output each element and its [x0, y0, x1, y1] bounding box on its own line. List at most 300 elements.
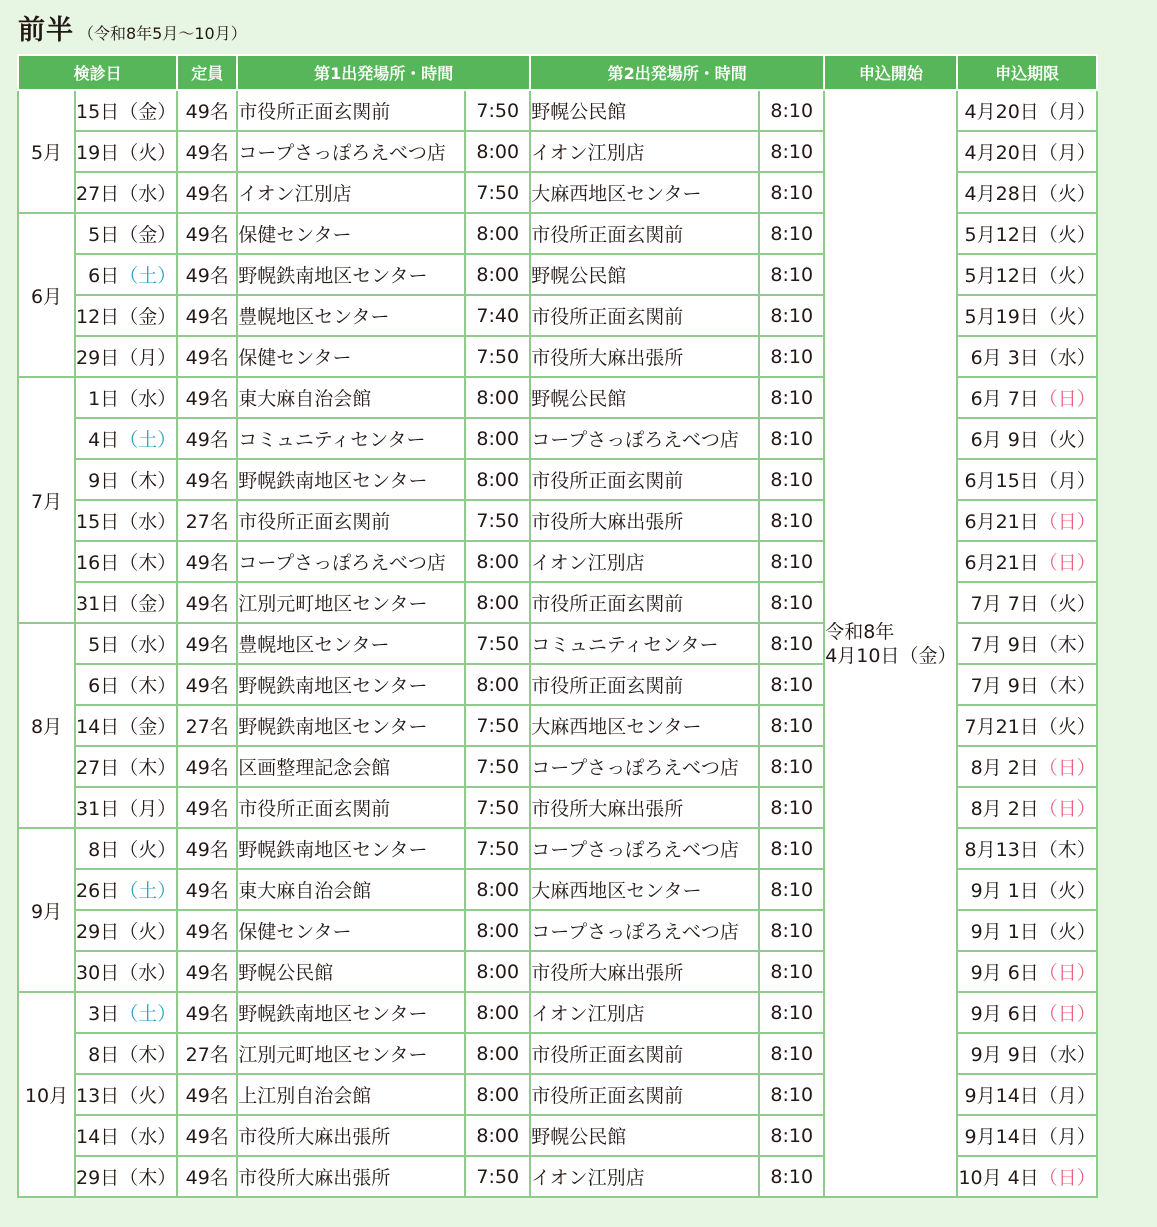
- second-departure-time: 8:10: [759, 418, 824, 459]
- first-departure-time: 8:00: [465, 951, 530, 992]
- second-departure-place: 市役所正面玄関前: [530, 213, 759, 254]
- second-departure-place: イオン江別店: [530, 992, 759, 1033]
- header-row: [18, 55, 1097, 90]
- deadline-cell: [957, 951, 1096, 992]
- exam-date-cell: [75, 172, 177, 213]
- deadline-date: 9月 9日: [970, 1044, 1039, 1066]
- deadline-weekday: （火）: [1038, 265, 1096, 287]
- first-departure-time: 8:00: [465, 541, 530, 582]
- first-departure-place: コープさっぽろえべつ店: [237, 541, 465, 582]
- second-departure-time: 8:10: [759, 787, 824, 828]
- exam-day: 15日: [76, 101, 120, 123]
- exam-weekday: （月）: [119, 347, 177, 369]
- deadline-date: 9月14日: [964, 1085, 1039, 1107]
- exam-date-cell: [75, 500, 177, 541]
- second-departure-time: 8:10: [759, 951, 824, 992]
- deadline-weekday: （日）: [1038, 388, 1096, 410]
- capacity-cell: 49名: [177, 1115, 237, 1156]
- capacity-cell: 49名: [177, 541, 237, 582]
- deadline-cell: [957, 869, 1096, 910]
- exam-weekday: （木）: [119, 552, 177, 574]
- exam-day: 30日: [76, 962, 120, 984]
- second-departure-time: 8:10: [759, 1115, 824, 1156]
- first-departure-place: 東大麻自治会館: [237, 377, 465, 418]
- exam-day: 29日: [76, 921, 120, 943]
- deadline-date: 6月21日: [964, 511, 1039, 533]
- first-departure-time: 7:50: [465, 623, 530, 664]
- header-second-departure: 第2出発場所・時間: [530, 55, 824, 90]
- second-departure-place: コミュニティセンター: [530, 623, 759, 664]
- deadline-weekday: （木）: [1038, 839, 1096, 861]
- deadline-cell: [957, 500, 1096, 541]
- deadline-cell: [957, 131, 1096, 172]
- exam-date-cell: [75, 213, 177, 254]
- first-departure-time: 8:00: [465, 869, 530, 910]
- capacity-cell: 49名: [177, 131, 237, 172]
- first-departure-time: 8:00: [465, 459, 530, 500]
- deadline-date: 4月28日: [964, 183, 1039, 205]
- first-departure-place: 上江別自治会館: [237, 1074, 465, 1115]
- first-departure-place: 野幌公民館: [237, 951, 465, 992]
- exam-day: 6日: [88, 265, 120, 287]
- second-departure-place: 大麻西地区センター: [530, 705, 759, 746]
- deadline-date: 4月20日: [964, 101, 1039, 123]
- first-departure-place: コープさっぽろえべつ店: [237, 131, 465, 172]
- exam-day: 15日: [76, 511, 120, 533]
- exam-date-cell: [75, 1033, 177, 1074]
- second-departure-place: 野幌公民館: [530, 377, 759, 418]
- second-departure-time: 8:10: [759, 172, 824, 213]
- first-departure-place: 野幌鉄南地区センター: [237, 992, 465, 1033]
- exam-weekday: （月）: [119, 798, 177, 820]
- deadline-cell: [957, 582, 1096, 623]
- exam-date-cell: [75, 1074, 177, 1115]
- capacity-cell: 49名: [177, 910, 237, 951]
- second-departure-time: 8:10: [759, 336, 824, 377]
- exam-day: 5日: [88, 634, 120, 656]
- first-departure-place: コミュニティセンター: [237, 418, 465, 459]
- deadline-date: 9月 6日: [970, 962, 1039, 984]
- second-departure-time: 8:10: [759, 746, 824, 787]
- exam-weekday: （木）: [119, 1044, 177, 1066]
- exam-day: 26日: [76, 880, 120, 902]
- first-departure-time: 7:50: [465, 828, 530, 869]
- first-departure-time: 8:00: [465, 418, 530, 459]
- deadline-date: 5月12日: [964, 265, 1039, 287]
- first-departure-time: 8:00: [465, 910, 530, 951]
- month-cell: 9月: [18, 828, 75, 992]
- second-departure-place: コープさっぽろえべつ店: [530, 418, 759, 459]
- month-cell: 6月: [18, 213, 75, 377]
- deadline-date: 10月 4日: [958, 1167, 1039, 1189]
- deadline-date: 6月 9日: [970, 429, 1039, 451]
- application-start-cell: [824, 90, 957, 1197]
- second-departure-place: 市役所正面玄関前: [530, 582, 759, 623]
- deadline-date: 7月 9日: [970, 675, 1039, 697]
- deadline-weekday: （月）: [1038, 470, 1096, 492]
- capacity-cell: 27名: [177, 1033, 237, 1074]
- header-application-start: 申込開始: [824, 55, 957, 90]
- second-departure-time: 8:10: [759, 295, 824, 336]
- exam-weekday: （土）: [119, 265, 177, 287]
- deadline-date: 6月 7日: [970, 388, 1039, 410]
- second-departure-place: 市役所正面玄関前: [530, 664, 759, 705]
- exam-date-cell: [75, 910, 177, 951]
- deadline-weekday: （日）: [1038, 962, 1096, 984]
- exam-date-cell: [75, 951, 177, 992]
- exam-weekday: （火）: [119, 1085, 177, 1107]
- month-cell: 5月: [18, 90, 75, 213]
- deadline-weekday: （火）: [1038, 183, 1096, 205]
- exam-date-cell: [75, 992, 177, 1033]
- second-departure-time: 8:10: [759, 254, 824, 295]
- capacity-cell: 49名: [177, 254, 237, 295]
- first-departure-time: 8:00: [465, 664, 530, 705]
- capacity-cell: 49名: [177, 377, 237, 418]
- first-departure-time: 8:00: [465, 992, 530, 1033]
- exam-day: 14日: [76, 716, 120, 738]
- deadline-weekday: （月）: [1038, 142, 1096, 164]
- exam-day: 31日: [76, 593, 120, 615]
- deadline-weekday: （日）: [1038, 1003, 1096, 1025]
- deadline-cell: [957, 295, 1096, 336]
- first-departure-place: 市役所大麻出張所: [237, 1115, 465, 1156]
- deadline-date: 6月21日: [964, 552, 1039, 574]
- capacity-cell: 49名: [177, 90, 237, 131]
- header-capacity: 定員: [177, 55, 237, 90]
- second-departure-place: イオン江別店: [530, 131, 759, 172]
- capacity-cell: 49名: [177, 418, 237, 459]
- exam-weekday: （水）: [119, 1126, 177, 1148]
- exam-date-cell: [75, 1115, 177, 1156]
- first-departure-time: 8:00: [465, 254, 530, 295]
- first-departure-time: 7:40: [465, 295, 530, 336]
- exam-day: 16日: [76, 552, 120, 574]
- first-departure-time: 8:00: [465, 131, 530, 172]
- deadline-date: 6月15日: [964, 470, 1039, 492]
- first-departure-time: 8:00: [465, 377, 530, 418]
- second-departure-time: 8:10: [759, 1156, 824, 1197]
- exam-weekday: （水）: [119, 962, 177, 984]
- deadline-weekday: （水）: [1038, 1044, 1096, 1066]
- exam-date-cell: [75, 664, 177, 705]
- first-departure-time: 7:50: [465, 500, 530, 541]
- deadline-weekday: （火）: [1038, 593, 1096, 615]
- second-departure-time: 8:10: [759, 623, 824, 664]
- first-departure-time: 7:50: [465, 336, 530, 377]
- deadline-date: 9月 1日: [970, 921, 1039, 943]
- exam-day: 5日: [88, 224, 120, 246]
- exam-day: 31日: [76, 798, 120, 820]
- deadline-weekday: （火）: [1038, 306, 1096, 328]
- second-departure-place: コープさっぽろえべつ店: [530, 828, 759, 869]
- exam-date-cell: [75, 336, 177, 377]
- first-departure-time: 8:00: [465, 1115, 530, 1156]
- first-departure-place: 保健センター: [237, 336, 465, 377]
- exam-weekday: （金）: [119, 224, 177, 246]
- deadline-cell: [957, 1074, 1096, 1115]
- first-departure-place: 野幌鉄南地区センター: [237, 705, 465, 746]
- exam-day: 6日: [88, 675, 120, 697]
- application-start-date: 4月10日（金）: [825, 644, 957, 667]
- deadline-date: 7月21日: [964, 716, 1039, 738]
- first-departure-time: 8:00: [465, 582, 530, 623]
- deadline-weekday: （火）: [1038, 921, 1096, 943]
- exam-weekday: （金）: [119, 306, 177, 328]
- first-departure-place: 市役所正面玄関前: [237, 500, 465, 541]
- deadline-cell: [957, 664, 1096, 705]
- first-departure-time: 7:50: [465, 1156, 530, 1197]
- first-departure-place: 区画整理記念会館: [237, 746, 465, 787]
- second-departure-place: コープさっぽろえべつ店: [530, 910, 759, 951]
- capacity-cell: 49名: [177, 172, 237, 213]
- deadline-weekday: （火）: [1038, 716, 1096, 738]
- first-departure-place: 野幌鉄南地区センター: [237, 664, 465, 705]
- exam-weekday: （火）: [119, 142, 177, 164]
- second-departure-time: 8:10: [759, 992, 824, 1033]
- deadline-cell: [957, 336, 1096, 377]
- first-departure-place: 保健センター: [237, 213, 465, 254]
- deadline-date: 8月 2日: [970, 757, 1039, 779]
- first-departure-time: 7:50: [465, 746, 530, 787]
- exam-date-cell: [75, 582, 177, 623]
- first-departure-place: 市役所大麻出張所: [237, 1156, 465, 1197]
- first-departure-time: 7:50: [465, 90, 530, 131]
- first-departure-place: 市役所正面玄関前: [237, 90, 465, 131]
- capacity-cell: 27名: [177, 705, 237, 746]
- exam-weekday: （火）: [119, 839, 177, 861]
- exam-weekday: （水）: [119, 388, 177, 410]
- second-departure-place: 市役所正面玄関前: [530, 1074, 759, 1115]
- deadline-cell: [957, 787, 1096, 828]
- exam-date-cell: [75, 295, 177, 336]
- second-departure-time: 8:10: [759, 90, 824, 131]
- deadline-cell: [957, 254, 1096, 295]
- exam-date-cell: [75, 869, 177, 910]
- second-departure-time: 8:10: [759, 828, 824, 869]
- deadline-weekday: （月）: [1038, 1126, 1096, 1148]
- second-departure-time: 8:10: [759, 869, 824, 910]
- second-departure-time: 8:10: [759, 705, 824, 746]
- deadline-cell: [957, 418, 1096, 459]
- capacity-cell: 49名: [177, 787, 237, 828]
- deadline-weekday: （火）: [1038, 429, 1096, 451]
- schedule-table: [17, 54, 1098, 1198]
- application-start-year: 令和8年: [825, 620, 895, 643]
- first-departure-place: 豊幌地区センター: [237, 295, 465, 336]
- deadline-cell: [957, 705, 1096, 746]
- second-departure-time: 8:10: [759, 664, 824, 705]
- second-departure-place: イオン江別店: [530, 1156, 759, 1197]
- capacity-cell: 49名: [177, 992, 237, 1033]
- first-departure-place: 豊幌地区センター: [237, 623, 465, 664]
- exam-day: 13日: [76, 1085, 120, 1107]
- deadline-date: 7月 9日: [970, 634, 1039, 656]
- deadline-weekday: （日）: [1038, 757, 1096, 779]
- first-departure-time: 7:50: [465, 705, 530, 746]
- deadline-weekday: （月）: [1038, 101, 1096, 123]
- second-departure-time: 8:10: [759, 1033, 824, 1074]
- first-departure-time: 8:00: [465, 213, 530, 254]
- first-departure-time: 8:00: [465, 1033, 530, 1074]
- capacity-cell: 49名: [177, 746, 237, 787]
- deadline-weekday: （日）: [1038, 552, 1096, 574]
- exam-date-cell: [75, 459, 177, 500]
- exam-day: 29日: [76, 1167, 120, 1189]
- first-departure-time: 8:00: [465, 1074, 530, 1115]
- deadline-weekday: （水）: [1038, 347, 1096, 369]
- capacity-cell: 49名: [177, 459, 237, 500]
- deadline-date: 8月 2日: [970, 798, 1039, 820]
- exam-day: 14日: [76, 1126, 120, 1148]
- exam-day: 27日: [76, 183, 120, 205]
- second-departure-time: 8:10: [759, 131, 824, 172]
- exam-date-cell: [75, 828, 177, 869]
- exam-weekday: （水）: [119, 511, 177, 533]
- exam-weekday: （土）: [119, 429, 177, 451]
- second-departure-time: 8:10: [759, 582, 824, 623]
- exam-day: 29日: [76, 347, 120, 369]
- deadline-weekday: （火）: [1038, 224, 1096, 246]
- schedule-body: [18, 90, 1097, 1197]
- exam-day: 8日: [88, 1044, 120, 1066]
- page-heading: [18, 8, 247, 48]
- deadline-cell: [957, 910, 1096, 951]
- deadline-date: 4月20日: [964, 142, 1039, 164]
- exam-date-cell: [75, 1156, 177, 1197]
- second-departure-place: 市役所大麻出張所: [530, 336, 759, 377]
- capacity-cell: 49名: [177, 582, 237, 623]
- second-departure-place: 市役所大麻出張所: [530, 787, 759, 828]
- deadline-date: 9月 1日: [970, 880, 1039, 902]
- deadline-date: 5月19日: [964, 306, 1039, 328]
- deadline-date: 5月12日: [964, 224, 1039, 246]
- exam-day: 27日: [76, 757, 120, 779]
- month-cell: 10月: [18, 992, 75, 1197]
- month-cell: 7月: [18, 377, 75, 623]
- deadline-cell: [957, 172, 1096, 213]
- header-date: 検診日: [18, 55, 177, 90]
- second-departure-place: 野幌公民館: [530, 254, 759, 295]
- deadline-cell: [957, 1033, 1096, 1074]
- exam-date-cell: [75, 705, 177, 746]
- exam-weekday: （水）: [119, 183, 177, 205]
- first-departure-place: 江別元町地区センター: [237, 1033, 465, 1074]
- capacity-cell: 49名: [177, 1074, 237, 1115]
- deadline-cell: [957, 459, 1096, 500]
- capacity-cell: 49名: [177, 336, 237, 377]
- exam-date-cell: [75, 541, 177, 582]
- second-departure-place: コープさっぽろえべつ店: [530, 746, 759, 787]
- first-departure-place: 市役所正面玄関前: [237, 787, 465, 828]
- exam-weekday: （木）: [119, 675, 177, 697]
- header-application-deadline: 申込期限: [957, 55, 1096, 90]
- deadline-weekday: （月）: [1038, 1085, 1096, 1107]
- first-departure-place: 保健センター: [237, 910, 465, 951]
- exam-weekday: （水）: [119, 634, 177, 656]
- deadline-date: 8月13日: [964, 839, 1039, 861]
- header-first-departure: 第1出発場所・時間: [237, 55, 530, 90]
- exam-date-cell: [75, 623, 177, 664]
- deadline-cell: [957, 541, 1096, 582]
- deadline-cell: [957, 828, 1096, 869]
- deadline-date: 7月 7日: [970, 593, 1039, 615]
- deadline-weekday: （日）: [1038, 1167, 1096, 1189]
- second-departure-place: 大麻西地区センター: [530, 172, 759, 213]
- deadline-weekday: （日）: [1038, 798, 1096, 820]
- second-departure-time: 8:10: [759, 910, 824, 951]
- deadline-cell: [957, 377, 1096, 418]
- page-subtitle: （令和8年5月～10月）: [78, 24, 247, 43]
- exam-weekday: （土）: [119, 1003, 177, 1025]
- exam-date-cell: [75, 254, 177, 295]
- deadline-weekday: （日）: [1038, 511, 1096, 533]
- second-departure-time: 8:10: [759, 213, 824, 254]
- deadline-date: 6月 3日: [970, 347, 1039, 369]
- exam-weekday: （木）: [119, 470, 177, 492]
- deadline-cell: [957, 1156, 1096, 1197]
- first-departure-place: 野幌鉄南地区センター: [237, 828, 465, 869]
- table-row: [18, 90, 1097, 131]
- second-departure-place: 大麻西地区センター: [530, 869, 759, 910]
- first-departure-place: イオン江別店: [237, 172, 465, 213]
- exam-day: 19日: [76, 142, 120, 164]
- second-departure-place: 野幌公民館: [530, 90, 759, 131]
- capacity-cell: 49名: [177, 213, 237, 254]
- capacity-cell: 49名: [177, 664, 237, 705]
- second-departure-time: 8:10: [759, 541, 824, 582]
- exam-day: 9日: [88, 470, 120, 492]
- second-departure-place: 市役所大麻出張所: [530, 500, 759, 541]
- exam-date-cell: [75, 746, 177, 787]
- second-departure-time: 8:10: [759, 1074, 824, 1115]
- capacity-cell: 49名: [177, 828, 237, 869]
- capacity-cell: 49名: [177, 951, 237, 992]
- second-departure-time: 8:10: [759, 459, 824, 500]
- second-departure-place: イオン江別店: [530, 541, 759, 582]
- page-title: 前半: [18, 15, 74, 46]
- capacity-cell: 49名: [177, 1156, 237, 1197]
- exam-day: 4日: [88, 429, 120, 451]
- exam-weekday: （金）: [119, 101, 177, 123]
- exam-weekday: （火）: [119, 921, 177, 943]
- deadline-cell: [957, 992, 1096, 1033]
- capacity-cell: 49名: [177, 623, 237, 664]
- exam-weekday: （金）: [119, 593, 177, 615]
- exam-day: 8日: [88, 839, 120, 861]
- capacity-cell: 27名: [177, 500, 237, 541]
- first-departure-time: 7:50: [465, 172, 530, 213]
- exam-date-cell: [75, 377, 177, 418]
- deadline-cell: [957, 623, 1096, 664]
- exam-date-cell: [75, 787, 177, 828]
- second-departure-place: 市役所正面玄関前: [530, 1033, 759, 1074]
- second-departure-place: 市役所大麻出張所: [530, 951, 759, 992]
- first-departure-time: 7:50: [465, 787, 530, 828]
- first-departure-place: 東大麻自治会館: [237, 869, 465, 910]
- first-departure-place: 野幌鉄南地区センター: [237, 459, 465, 500]
- exam-day: 12日: [76, 306, 120, 328]
- exam-weekday: （木）: [119, 757, 177, 779]
- deadline-cell: [957, 1115, 1096, 1156]
- exam-date-cell: [75, 418, 177, 459]
- deadline-weekday: （火）: [1038, 880, 1096, 902]
- second-departure-place: 市役所正面玄関前: [530, 295, 759, 336]
- exam-weekday: （土）: [119, 880, 177, 902]
- exam-date-cell: [75, 90, 177, 131]
- exam-date-cell: [75, 131, 177, 172]
- exam-day: 3日: [88, 1003, 120, 1025]
